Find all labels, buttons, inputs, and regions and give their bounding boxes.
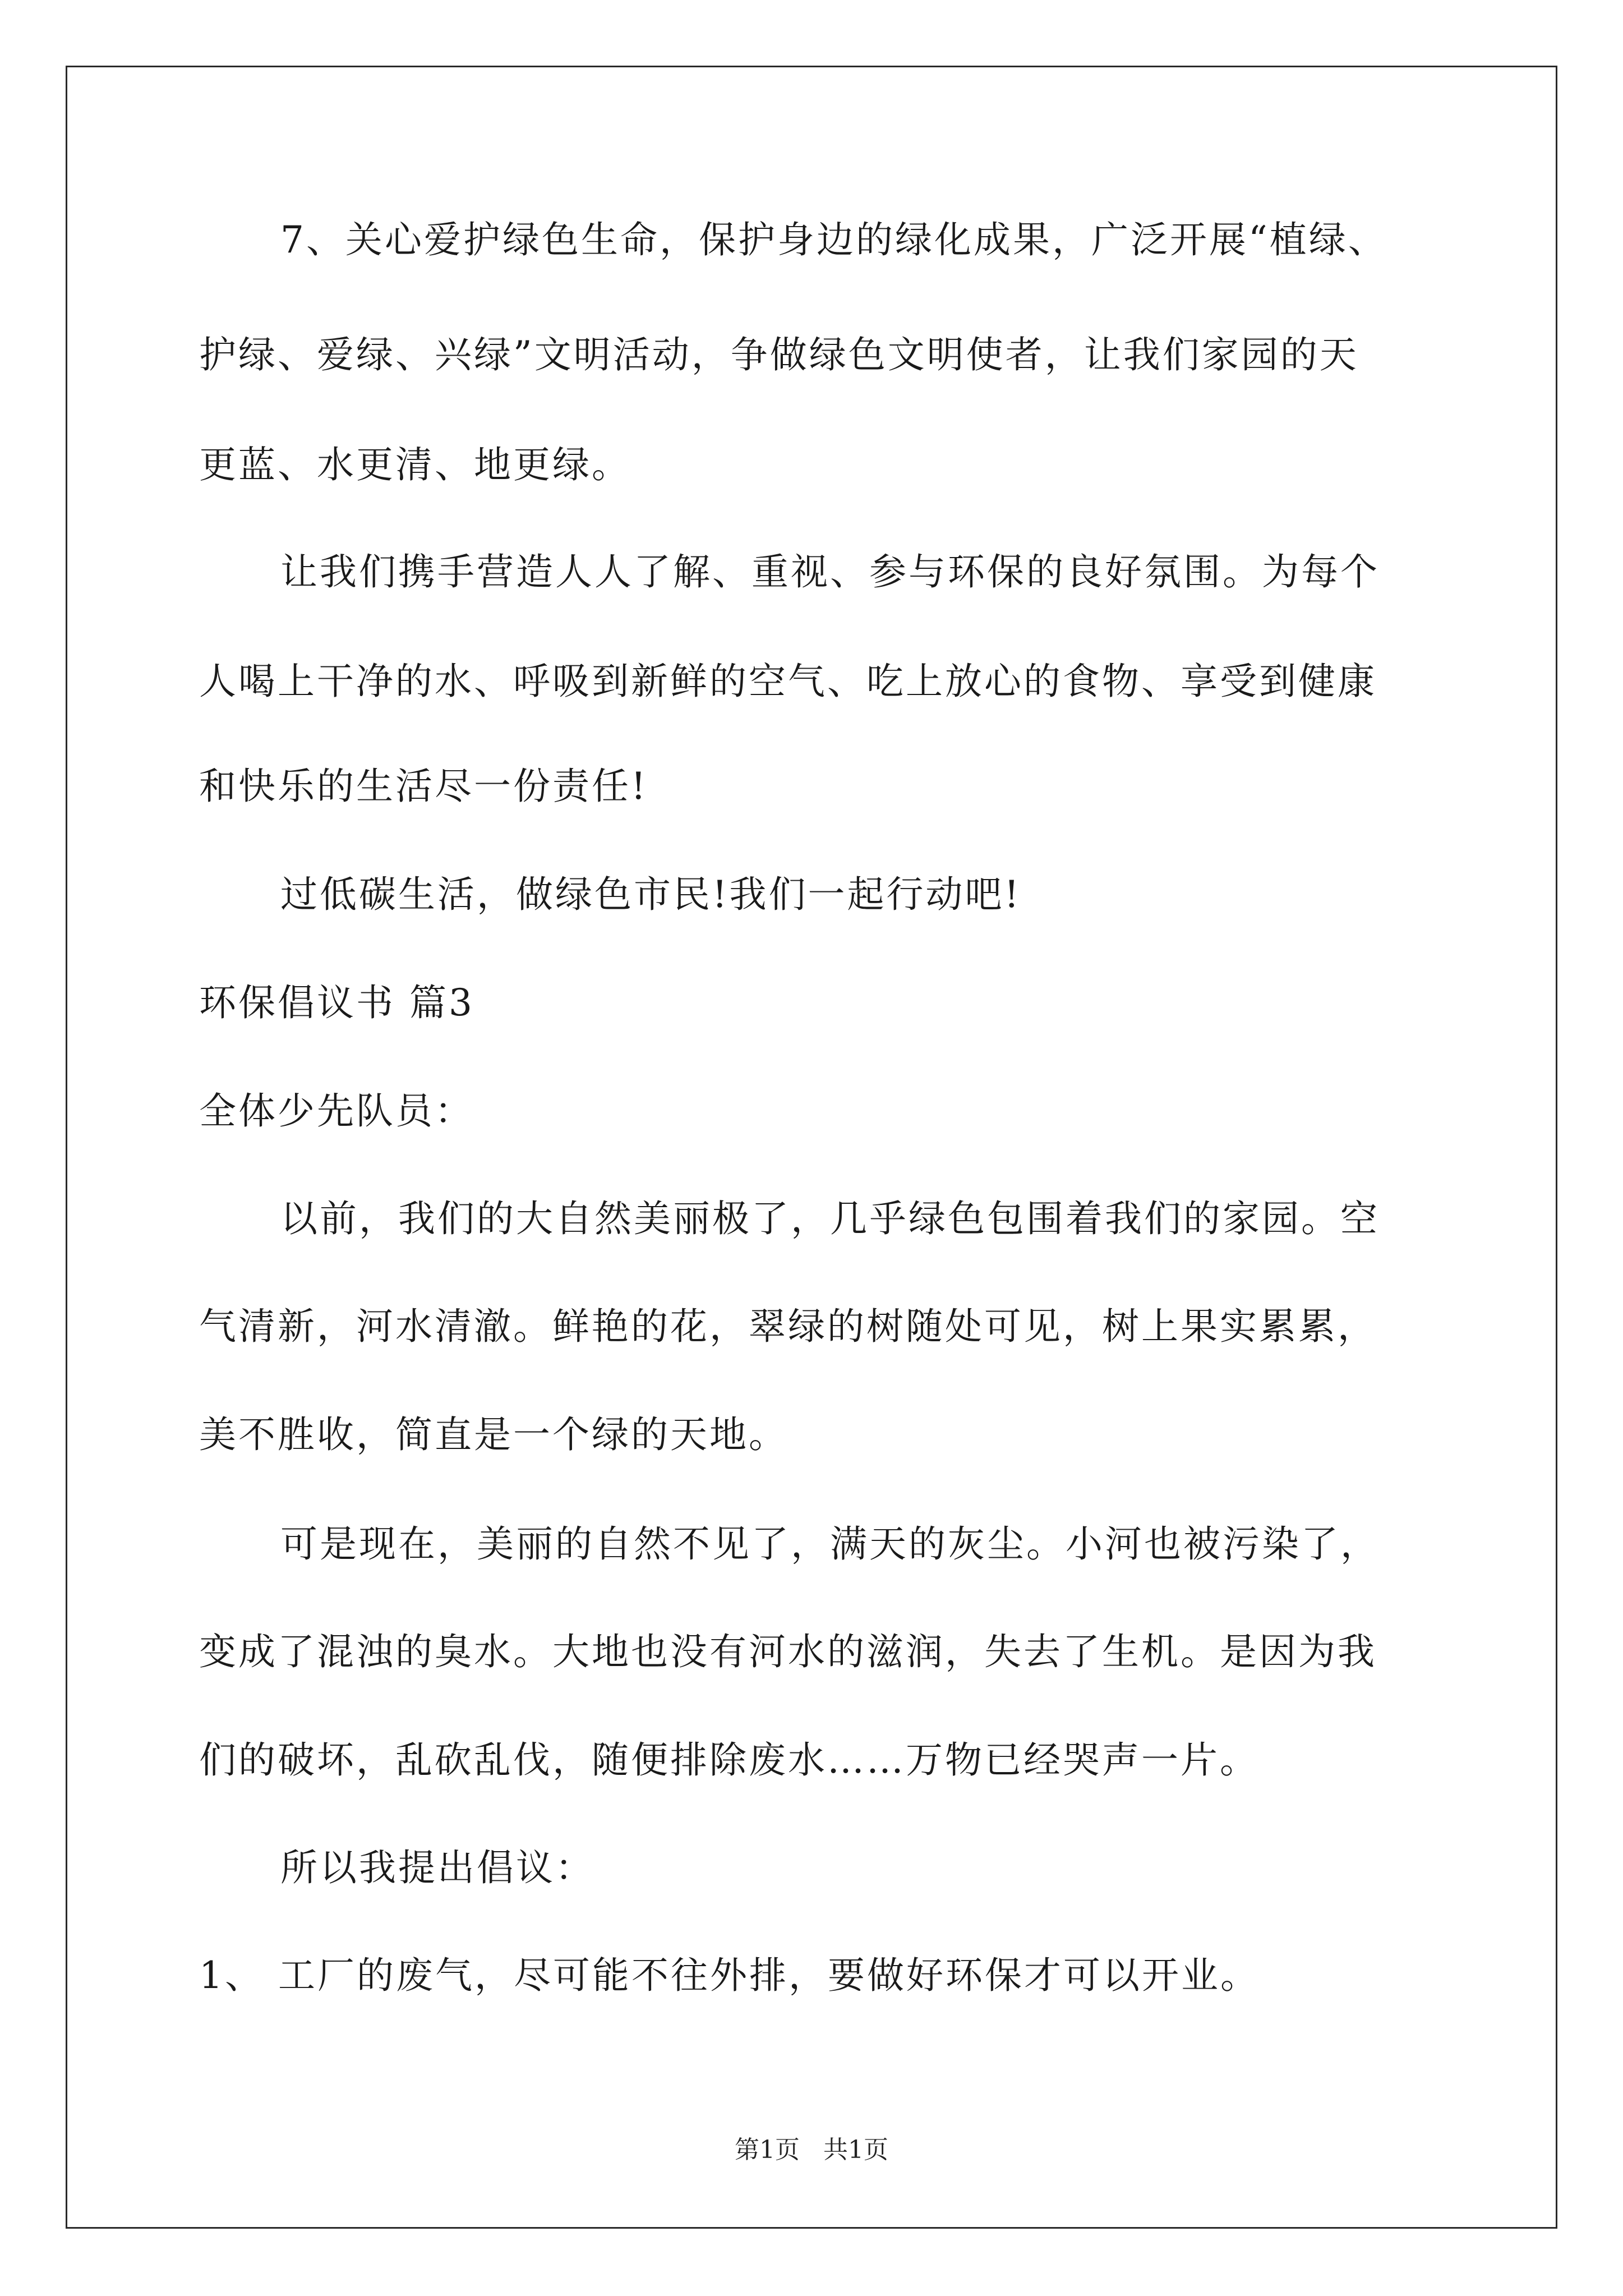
text-line-1: 7、关心爱护绿色生命，保护身边的绿化成果，广泛开展“植绿、 — [280, 218, 1387, 261]
text-line-5: 人喝上干净的水、呼吸到新鲜的空气、吃上放心的食物、享受到健康 — [199, 660, 1377, 703]
salutation: 全体少先队员： — [199, 1089, 474, 1133]
text-line-10: 以前，我们的大自然美丽极了，几乎绿色包围着我们的家园。空 — [280, 1197, 1380, 1240]
text-line-12: 美不胜收，简直是一个绿的天地。 — [199, 1413, 788, 1456]
text-line-7: 过低碳生活，做绿色市民!我们一起行动吧! — [280, 873, 1022, 916]
section-heading: 环保倡议书 篇3 — [199, 981, 474, 1024]
page-footer — [0, 2133, 1623, 2167]
page-number: 第1页 — [735, 2136, 800, 2164]
text-line-14: 变成了混浊的臭水。大地也没有河水的滋润，失去了生机。是因为我 — [199, 1630, 1377, 1673]
text-line-6: 和快乐的生活尽一份责任! — [199, 765, 648, 808]
page-border — [66, 66, 1557, 2229]
text-line-11: 气清新，河水清澈。鲜艳的花，翠绿的树随处可见，树上果实累累， — [199, 1305, 1377, 1348]
text-line-13: 可是现在，美丽的自然不见了，满天的灰尘。小河也被污染了， — [280, 1522, 1380, 1566]
text-line-15: 们的破坏，乱砍乱伐，随便排除废水……万物已经哭声一片。 — [199, 1738, 1259, 1782]
text-line-16: 所以我提出倡议： — [280, 1846, 594, 1889]
text-line-4: 让我们携手营造人人了解、重视、参与环保的良好氛围。为每个 — [280, 550, 1380, 593]
text-line-3: 更蓝、水更清、地更绿。 — [199, 443, 631, 486]
page-total: 共1页 — [823, 2136, 888, 2164]
text-line-2: 护绿、爱绿、兴绿”文明活动，争做绿色文明使者，让我们家园的天 — [199, 333, 1359, 376]
text-line-17: 1、 工厂的废气，尽可能不往外排，要做好环保才可以开业。 — [199, 1954, 1260, 1997]
